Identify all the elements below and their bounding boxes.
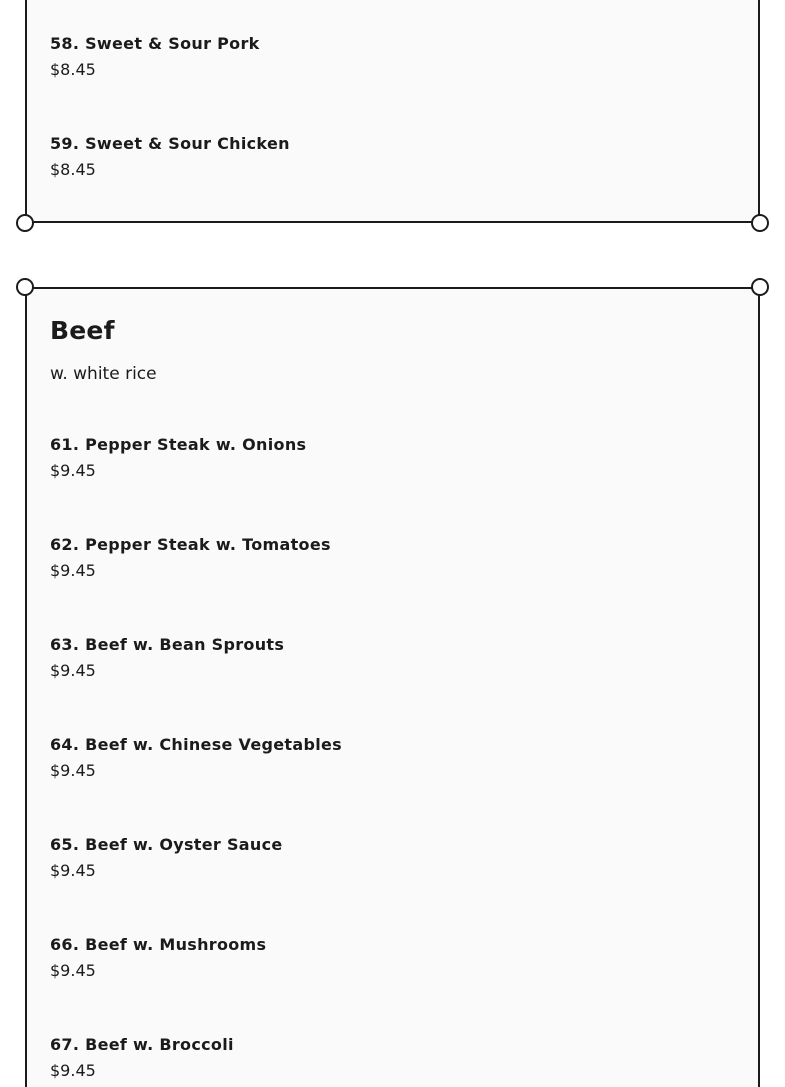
menu-item <box>50 34 260 80</box>
card-corner-ornament <box>16 278 34 296</box>
menu-item-price: $9.45 <box>50 1061 96 1080</box>
menu-item-name: 64. Beef w. Chinese Vegetables <box>50 735 342 754</box>
menu-item-price: $8.45 <box>50 60 96 79</box>
menu-item-price: $9.45 <box>50 961 96 980</box>
menu-item <box>50 435 306 481</box>
card-corner-ornament <box>16 214 34 232</box>
menu-item-price: $9.45 <box>50 461 96 480</box>
menu-item-name: 62. Pepper Steak w. Tomatoes <box>50 535 331 554</box>
menu-item <box>50 735 342 781</box>
menu-item <box>50 134 290 180</box>
menu-item <box>50 1035 234 1081</box>
menu-item-name: 67. Beef w. Broccoli <box>50 1035 234 1054</box>
menu-item <box>50 535 331 581</box>
menu-item-name: 63. Beef w. Bean Sprouts <box>50 635 285 654</box>
section-subtitle: w. white rice <box>50 364 157 384</box>
menu-section-previous <box>25 0 760 223</box>
menu-item <box>50 835 283 881</box>
menu-item <box>50 935 266 981</box>
card-corner-ornament <box>751 278 769 296</box>
menu-item-name: 59. Sweet & Sour Chicken <box>50 134 290 153</box>
menu-item <box>50 635 284 681</box>
menu-section-beef <box>25 287 760 1087</box>
menu-item-price: $9.45 <box>50 861 96 880</box>
menu-item-name: 58. Sweet & Sour Pork <box>50 34 260 53</box>
menu-item-price: $9.45 <box>50 561 96 580</box>
menu-item-price: $8.45 <box>50 160 96 179</box>
menu-item-name: 65. Beef w. Oyster Sauce <box>50 835 283 854</box>
section-title: Beef <box>50 316 115 345</box>
menu-item-price: $9.45 <box>50 661 96 680</box>
card-corner-ornament <box>751 214 769 232</box>
menu-item-name: 61. Pepper Steak w. Onions <box>50 435 307 454</box>
menu-item-name: 66. Beef w. Mushrooms <box>50 935 267 954</box>
menu-item-price: $9.45 <box>50 761 96 780</box>
